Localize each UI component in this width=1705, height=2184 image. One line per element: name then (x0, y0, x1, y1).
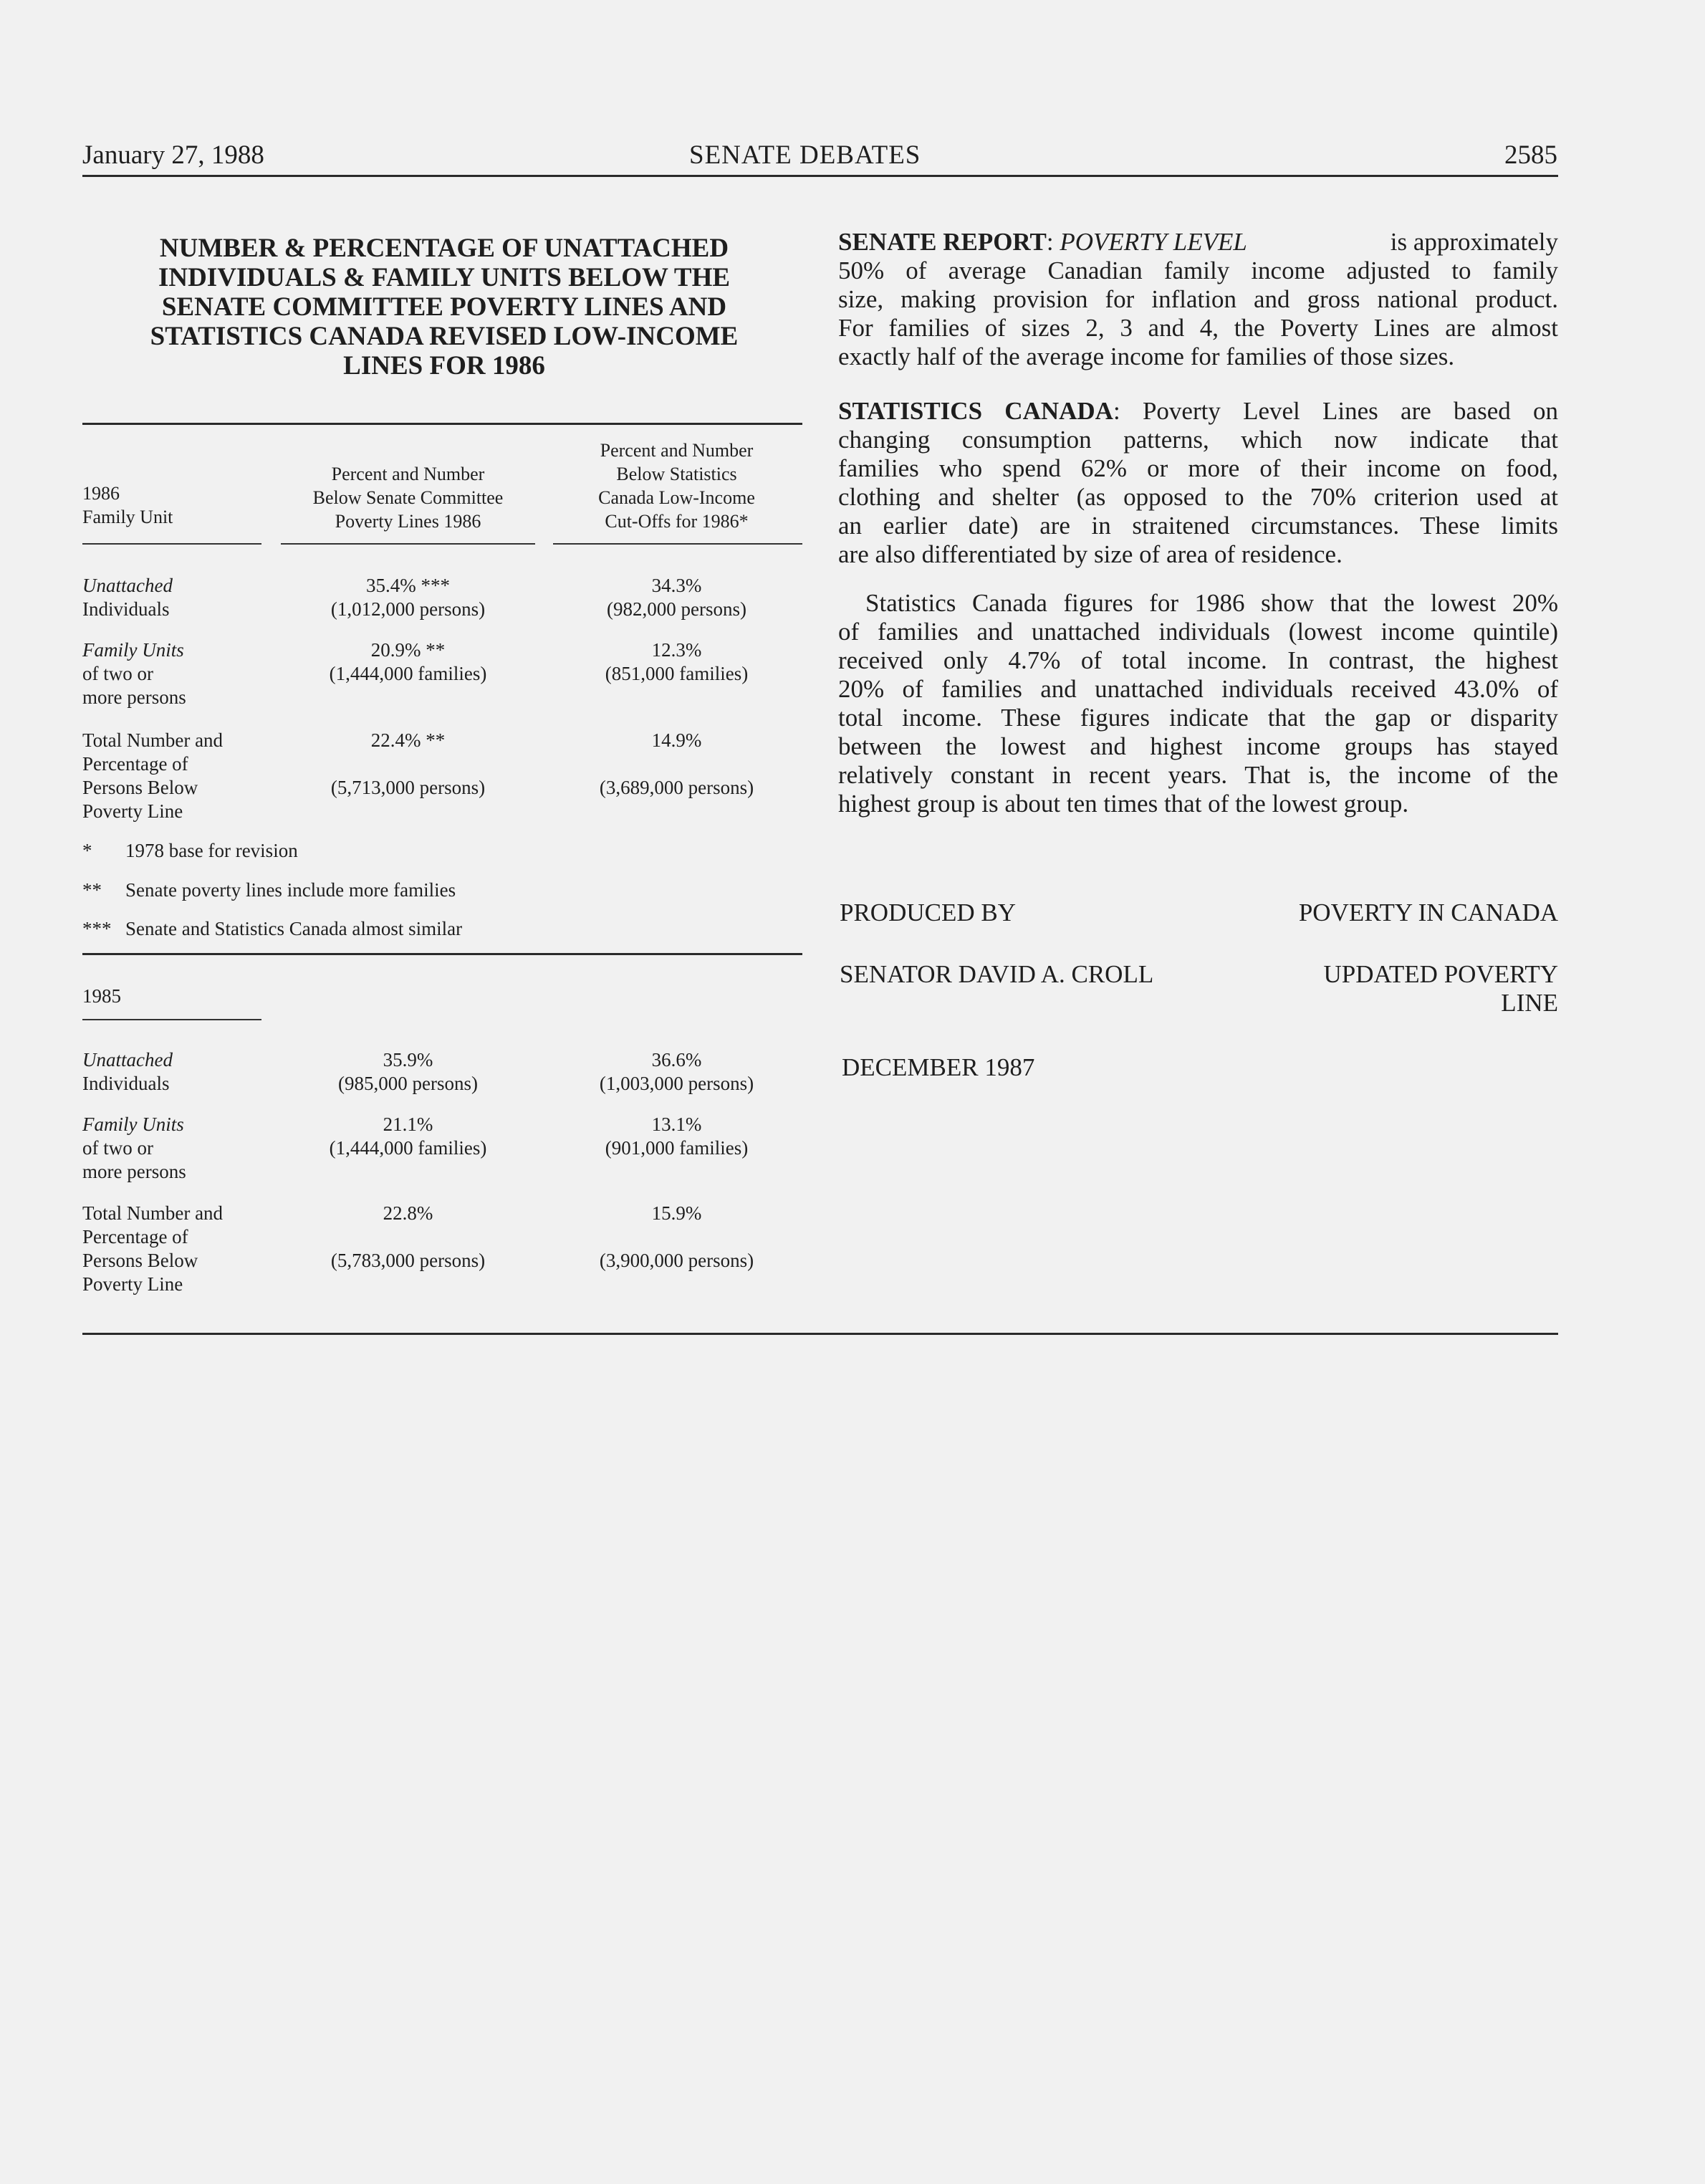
senate-cell (281, 638, 535, 686)
row-label-line: Persons Below (82, 777, 198, 798)
col2-header (281, 462, 535, 533)
row-label (82, 574, 173, 621)
row-label-line: Poverty Line (82, 800, 183, 822)
table-title-line: STATISTICS CANADA REVISED LOW-INCOME (150, 322, 739, 351)
table-title-line: NUMBER & PERCENTAGE OF UNATTACHED (159, 234, 729, 263)
paragraph-line: clothing and shelter (as opposed to the 70% criterion used at (838, 483, 1558, 511)
row-label-line: Total Number and (82, 729, 224, 751)
footnote-text: Senate and Statistics Canada almost similar (125, 918, 463, 939)
table-mid-rule (82, 953, 802, 955)
row-label-line: more persons (82, 686, 186, 708)
senate-number: (5,783,000 persons) (330, 1250, 486, 1271)
paragraph-line: received only 4.7% of total income. In contrast, the highest (838, 646, 1558, 674)
row-label (82, 729, 223, 823)
paragraph-line: between the lowest and highest income groups has stayed (838, 732, 1558, 760)
senate-percent: 21.1% (383, 1113, 433, 1135)
row-label-line: Individuals (82, 1073, 170, 1094)
paragraph-line: families who spend 62% or more of their income on food, (838, 454, 1558, 482)
report-date: DECEMBER 1987 (842, 1053, 1035, 1081)
senate-report-paragraph (838, 228, 1558, 371)
col3-header (553, 439, 800, 533)
senate-number: (1,444,000 families) (329, 663, 487, 684)
paragraph-line: size, making provision for inflation and gross national product. (838, 285, 1558, 313)
senate-cell (281, 1202, 535, 1273)
senate-number: (1,444,000 families) (329, 1137, 487, 1159)
row-label-line: Total Number and (82, 1202, 224, 1224)
statistics-canada-lead: STATISTICS CANADA (838, 397, 1113, 425)
statcan-number: (901,000 families) (605, 1137, 749, 1159)
header-title: SENATE DEBATES (689, 140, 921, 170)
col1-header-line: Family Unit (82, 507, 173, 527)
col2-header-line: Percent and Number (331, 464, 485, 484)
table-top-rule (82, 423, 802, 425)
paragraph-line: changing consumption patterns, which now indicate that (838, 426, 1558, 454)
paragraph-line: an earlier date) are in straitened circumstances. These limits (838, 512, 1558, 540)
statcan-number: (3,900,000 persons) (599, 1250, 754, 1271)
statcan-cell (553, 638, 800, 686)
paragraph-line: are also differentiated by size of area of residence. (838, 540, 1343, 568)
table-title (85, 234, 804, 380)
col1-header (82, 482, 173, 529)
col2-header-line: Poverty Lines 1986 (335, 511, 481, 532)
updated-line: UPDATED POVERTY (1323, 960, 1558, 988)
paragraph-line: exactly half of the average income for families of those sizes. (838, 343, 1455, 370)
footnote-mark: * (82, 840, 92, 861)
statcan-number: (851,000 families) (605, 663, 749, 684)
row-label-line: more persons (82, 1161, 186, 1182)
statcan-cell (553, 1202, 800, 1273)
footnote (82, 878, 456, 902)
lead-colon: : (1046, 228, 1054, 256)
col3-header-line: Canada Low-Income (598, 487, 755, 508)
row-label-line: of two or (82, 663, 153, 684)
row-label-line: Family Units (82, 639, 184, 661)
senate-percent: 35.4% *** (366, 575, 450, 596)
senate-percent: 22.8% (383, 1202, 433, 1224)
row-label (82, 638, 186, 709)
year-1985-rule (82, 1019, 261, 1020)
statcan-cell (553, 729, 800, 800)
row-label-line: Unattached (82, 1049, 173, 1071)
statcan-cell (553, 1113, 800, 1160)
row-label-line: Persons Below (82, 1250, 198, 1271)
paragraph-line: of families and unattached individuals (lowest income quintile) (838, 618, 1558, 646)
statcan-percent: 13.1% (651, 1113, 702, 1135)
senate-cell (281, 1048, 535, 1096)
senate-percent: 20.9% ** (370, 639, 446, 661)
col2-header-line: Below Senate Committee (312, 487, 504, 508)
table-title-line: INDIVIDUALS & FAMILY UNITS BELOW THE (158, 263, 731, 292)
footnote-text: 1978 base for revision (125, 840, 298, 861)
senate-number: (5,713,000 persons) (330, 777, 486, 798)
row-label (82, 1202, 223, 1296)
footnote (82, 839, 298, 863)
senate-cell (281, 1113, 535, 1160)
col1-header-rule (82, 543, 261, 545)
col3-header-line: Cut-Offs for 1986* (605, 511, 749, 532)
table-title-line: SENATE COMMITTEE POVERTY LINES AND (161, 292, 727, 322)
statcan-percent: 36.6% (651, 1049, 702, 1071)
col3-header-line: Percent and Number (600, 440, 754, 461)
row-label (82, 1048, 173, 1096)
col1-header-line: 1986 (82, 483, 120, 504)
row-label-line: Percentage of (82, 1226, 188, 1247)
table-title-line: LINES FOR 1986 (343, 351, 545, 380)
paragraph-line-end: is approximately (1390, 228, 1558, 256)
produced-by-label: PRODUCED BY (840, 899, 1017, 926)
statcan-percent: 15.9% (651, 1202, 702, 1224)
poverty-level-term: POVERTY LEVEL (1060, 228, 1247, 256)
row-label-line: Poverty Line (82, 1273, 183, 1295)
statistics-canada-paragraph (838, 397, 1558, 569)
figures-paragraph (838, 589, 1558, 818)
year-1985-label: 1985 (82, 985, 121, 1007)
updated-line: LINE (1501, 989, 1558, 1017)
footnote-mark: *** (82, 918, 112, 939)
col3-header-rule (553, 543, 802, 545)
senate-cell (281, 729, 535, 800)
senate-number: (985,000 persons) (338, 1073, 478, 1094)
col2-header-rule (281, 543, 535, 545)
statcan-number: (3,689,000 persons) (599, 777, 754, 798)
paragraph-line: highest group is about ten times that of the lowest group. (838, 790, 1409, 818)
senator-name: SENATOR DAVID A. CROLL (840, 960, 1154, 988)
senate-percent: 35.9% (383, 1049, 433, 1071)
row-label-line: of two or (82, 1137, 153, 1159)
row-label-line: Unattached (82, 575, 173, 596)
paragraph-line (838, 228, 1558, 257)
footnote-text: Senate poverty lines include more families (125, 879, 456, 901)
statcan-cell (553, 574, 800, 621)
senate-cell (281, 574, 535, 621)
footnote-mark: ** (82, 879, 102, 901)
footnote (82, 917, 462, 941)
statcan-percent: 34.3% (651, 575, 702, 596)
row-label-line: Individuals (82, 598, 170, 620)
senate-number: (1,012,000 persons) (330, 598, 486, 620)
col3-header-line: Below Statistics (616, 464, 737, 484)
paragraph-line: For families of sizes 2, 3 and 4, the Poverty Lines are almost (838, 314, 1558, 342)
statcan-number: (1,003,000 persons) (599, 1073, 754, 1094)
header-date: January 27, 1988 (82, 140, 264, 170)
statcan-number: (982,000 persons) (607, 598, 746, 620)
paragraph-line-rest: : Poverty Level Lines are based on (1113, 397, 1558, 425)
senate-percent: 22.4% ** (370, 729, 446, 751)
statcan-cell (553, 1048, 800, 1096)
header-page-number: 2585 (1504, 140, 1557, 170)
paragraph-line: Statistics Canada figures for 1986 show that the lowest 20% (865, 589, 1558, 617)
paragraph-line: total income. These figures indicate that the gap or disparity (838, 704, 1558, 732)
paragraph-line: relatively constant in recent years. That is, the income of the (838, 761, 1558, 789)
senate-report-lead: SENATE REPORT (838, 228, 1047, 256)
paragraph-line (838, 397, 1558, 426)
row-label-line: Family Units (82, 1113, 184, 1135)
bottom-rule (82, 1333, 1558, 1335)
statcan-percent: 14.9% (651, 729, 702, 751)
row-label (82, 1113, 186, 1184)
header-rule (82, 175, 1558, 177)
updated-poverty-line-label (1324, 960, 1559, 1017)
paragraph-line: 50% of average Canadian family income adjusted to family (838, 257, 1558, 284)
paragraph-line: 20% of families and unattached individuals received 43.0% of (838, 675, 1558, 703)
row-label-line: Percentage of (82, 753, 188, 775)
statcan-percent: 12.3% (651, 639, 702, 661)
poverty-in-canada-label: POVERTY IN CANADA (1298, 899, 1558, 926)
